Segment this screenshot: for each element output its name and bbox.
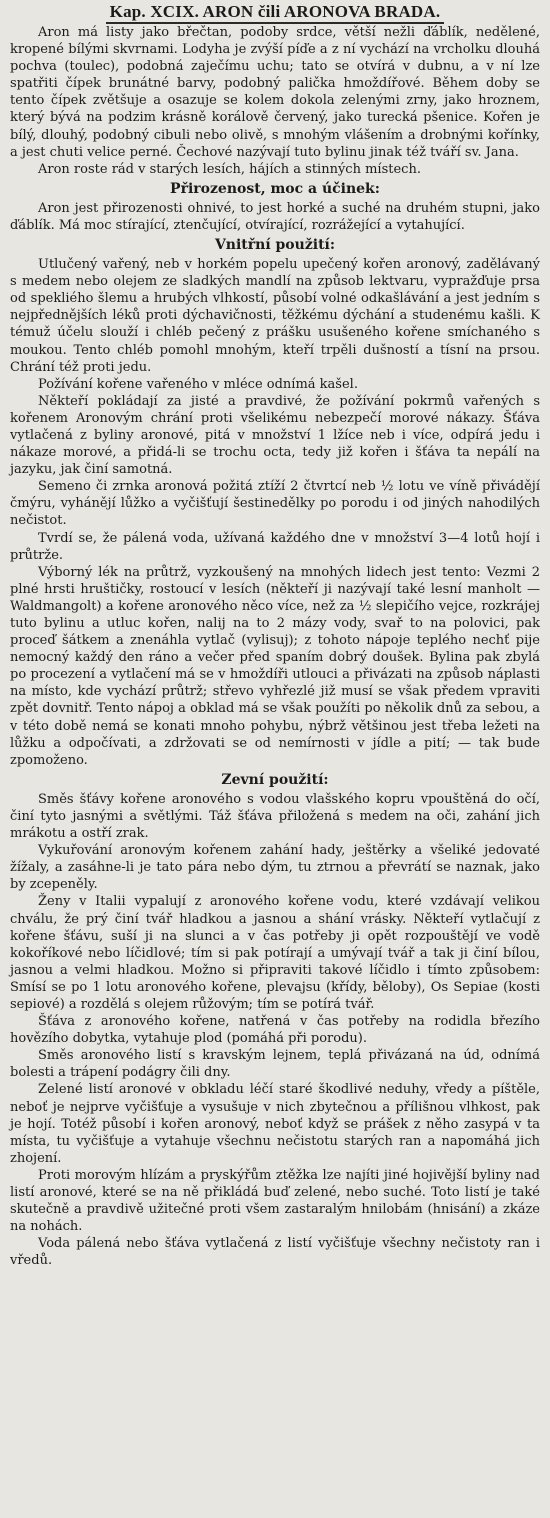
internal-use-paragraph-6: Výborný lék na průtrž, vyzkoušený na mnohých lidech jest tento: Vezmi 2 plné hrsti hruštičky, rostoucí v lesích (někteří ji nazývají také lesní manholt — Waldmangolt) a kořene aronového něco více, než za ½ slepičího vejce, rozkrájej tuto bylinu a utluc kořen, nalij na to 2 mázy vody, svař to na polovici, pak proceď šátkem a znenáhla vytlač (vylisuj); z tohoto nápoje teplého nechť pije nemocný každý den ráno a večer před spaním dobrý doušek. Bylina pak zbylá po procezení a vytlačení má se v hmoždíři utlouci a přivázati na způsob náplasti na místo, kde vychází průtrž; střevo vyhřezlé již musí se však předem vpraviti zpět dovnitř. Tento nápoj a obklad má se však použíti po několik dnů za sebou, a v této době nemá se konati mnoho pohybu, nýbrž většinou jest třeba ležeti na lůžku a odpočívati, a zdržovati se od nemírnosti v jídle a pití; — tak bude zpomoženo. bbox=[10, 564, 540, 768]
internal-use-paragraph-3: Někteří pokládají za jisté a pravdivé, že požívání pokrmů vařených s kořenem Aronovým chrání proti všelikému nebezpečí morové nákazy. Šťáva vytlačená z byliny aronové, pitá v množství 1 lžíce neb i více, odpírá jedu i nákaze morové, a přidá-li se trochu octa, tedy již kořen i šťáva ta nepálí na jazyku, jak činí samotná. bbox=[10, 393, 540, 478]
intro-paragraph-1: Aron má listy jako břečtan, podoby srdce, větší nežli ďáblík, nedělené, kropené bílými skvrnami. Lodyha je zvýší píďe a z ní vychází na vrcholku dlouhá pochva (toulec), podobná zaječímu uchu; tato se otvírá v dubnu, a v ní lze spatřiti čípek brunátné barvy, podobný palička hmoždířové. Během doby se tento čípek zvětšuje a osazuje se kolem dokola zelenými zrny, jako hroznem, který bývá na podzim krásně korálově červený, jako turecká pšenice. Kořen je bílý, dlouhý, podobný cibuli nebo olivě, s mnohým vlášením a drobnými kořínky, a jest chuti velice perné. Čechové nazývají tuto bylinu jinak též tváří sv. Jana. bbox=[10, 25, 540, 160]
section-heading-internal-use: Vnitřní použití: bbox=[214, 237, 336, 254]
properties-paragraph-1: Aron jest přirozenosti ohnivé, to jest horké a suché na druhém stupni, jako ďáblík. Má moc stírající, ztenčující, otvírající, rozrážející a vytahující. bbox=[10, 200, 540, 233]
external-use-paragraph-2: Vykuřování aronovým kořenem zahání hady, ještěrky a všeliké jedovaté žížaly, a zasáhne-li je tato pára nebo dým, tu ztrnou a převrátí se naznak, jako by zcepeněly. bbox=[10, 843, 540, 893]
external-use-paragraph-7: Proti morovým hlízám a pryskýřům ztěžka lze najíti jiné hojivější byliny nad listí aronové, které se na ně přikládá buď zelené, nebo suché. Toto listí je také skutečně a pravdivě užitečné proti všem zastaralým hnilobám (hnisání) a zkáze na nohách. bbox=[10, 1167, 540, 1235]
section-heading-external-use: Zevní použití: bbox=[221, 771, 329, 788]
external-use-paragraph-8: Voda pálená nebo šťáva vytlačená z listí vyčišťuje všechny nečistoty ran i vředů. bbox=[10, 1236, 540, 1269]
internal-use-paragraph-4: Semeno či zrnka aronová požitá ztíží 2 čtvrtcí neb ½ lotu ve víně přivádějí čmýru, vyhánějí lůžko a vyčišťují šestinedělky po porodu i od jiných nahodilých nečistot. bbox=[10, 479, 540, 529]
section-heading-properties: Přirozenost, moc a účinek: bbox=[170, 180, 380, 197]
external-use-paragraph-3: Ženy v Italii vypalují z aronového kořene vodu, které vzdávají velikou chválu, že prý činí tvář hladkou a jasnou a shání vrásky. Někteří vytlačují z kořene šťávu, suší ji na slunci a v čas potřeby ji opět rozpouštějí ve vodě kokoříkové nebo líčidlové; tím si pak potírají a umývají tvář a tak ji činí bílou, jasnou a velmi hladkou. Možno si připraviti takové líčidlo i tímto způsobem: Smísí se po 1 lotu aronového kořene, plevajsu (křídy, běloby), Os Sepiae (kosti sepiové) a rozdělá s olejem růžovým; tím se potírá tvář. bbox=[10, 894, 540, 1012]
intro-paragraph-2: Aron roste rád v starých lesích, hájích a stinných místech. bbox=[38, 161, 421, 177]
external-use-paragraph-1: Směs šťávy kořene aronového s vodou vlašského kopru vpouštěná do očí, činí tyto jasnými a světlými. Táž šťáva přiložená s medem na oči, zahání jich mrákotu a ostří zrak. bbox=[10, 791, 540, 842]
external-use-paragraph-4: Šťáva z aronového kořene, natřená v čas potřeby na rodidla březího hovězího dobytka, vytahuje plod (pomáhá při porodu). bbox=[10, 1014, 540, 1047]
internal-use-paragraph-2: Požívání kořene vařeného v mléce odnímá kašel. bbox=[38, 376, 358, 392]
internal-use-paragraph-1: Utlučený vařený, neb v horkém popelu upečený kořen aronový, zadělávaný s medem nebo olejem ze sladkých mandlí na způsob lektvaru, vypražďuje prsa od spekliého šlemu a hrubých vlhkostí, působí volné odkašlávání a jest jedním s nejpřednějších léků proti dýchavičnosti, těžkému dýchání a studenému kašli. K témuž účelu slouží i chléb pečený z prášku usušeného kořene smíchaného s moukou. Tento chléb pomohl mnohým, kteří trpěli dušností a tísní na prsou. Chrání též proti jedu. bbox=[10, 257, 540, 375]
internal-use-paragraph-5: Tvrdí se, že pálená voda, užívaná každého dne v množství 3—4 lotů hojí i průtrže. bbox=[10, 530, 540, 563]
external-use-paragraph-5: Směs aronového listí s kravským lejnem, teplá přivázaná na úd, odnímá bolesti a trápení podágry čili dny. bbox=[10, 1048, 540, 1081]
external-use-paragraph-6: Zelené listí aronové v obkladu léčí staré škodlivé neduhy, vředy a píštěle, neboť je nejprve vyčišťuje a vysušuje v nich zbytečnou a přílišnou vlhkost, pak je hojí. Totéž působí i kořen aronový, neboť když se prášek z něho zasypá v ta místa, tu vyčišťuje a vytahuje všechnu nečistotu starých ran a napomáhá jich zhojení. bbox=[10, 1082, 540, 1166]
chapter-title: Kap. XCIX. ARON čili ARONOVA BRADA. bbox=[10, 2, 540, 21]
